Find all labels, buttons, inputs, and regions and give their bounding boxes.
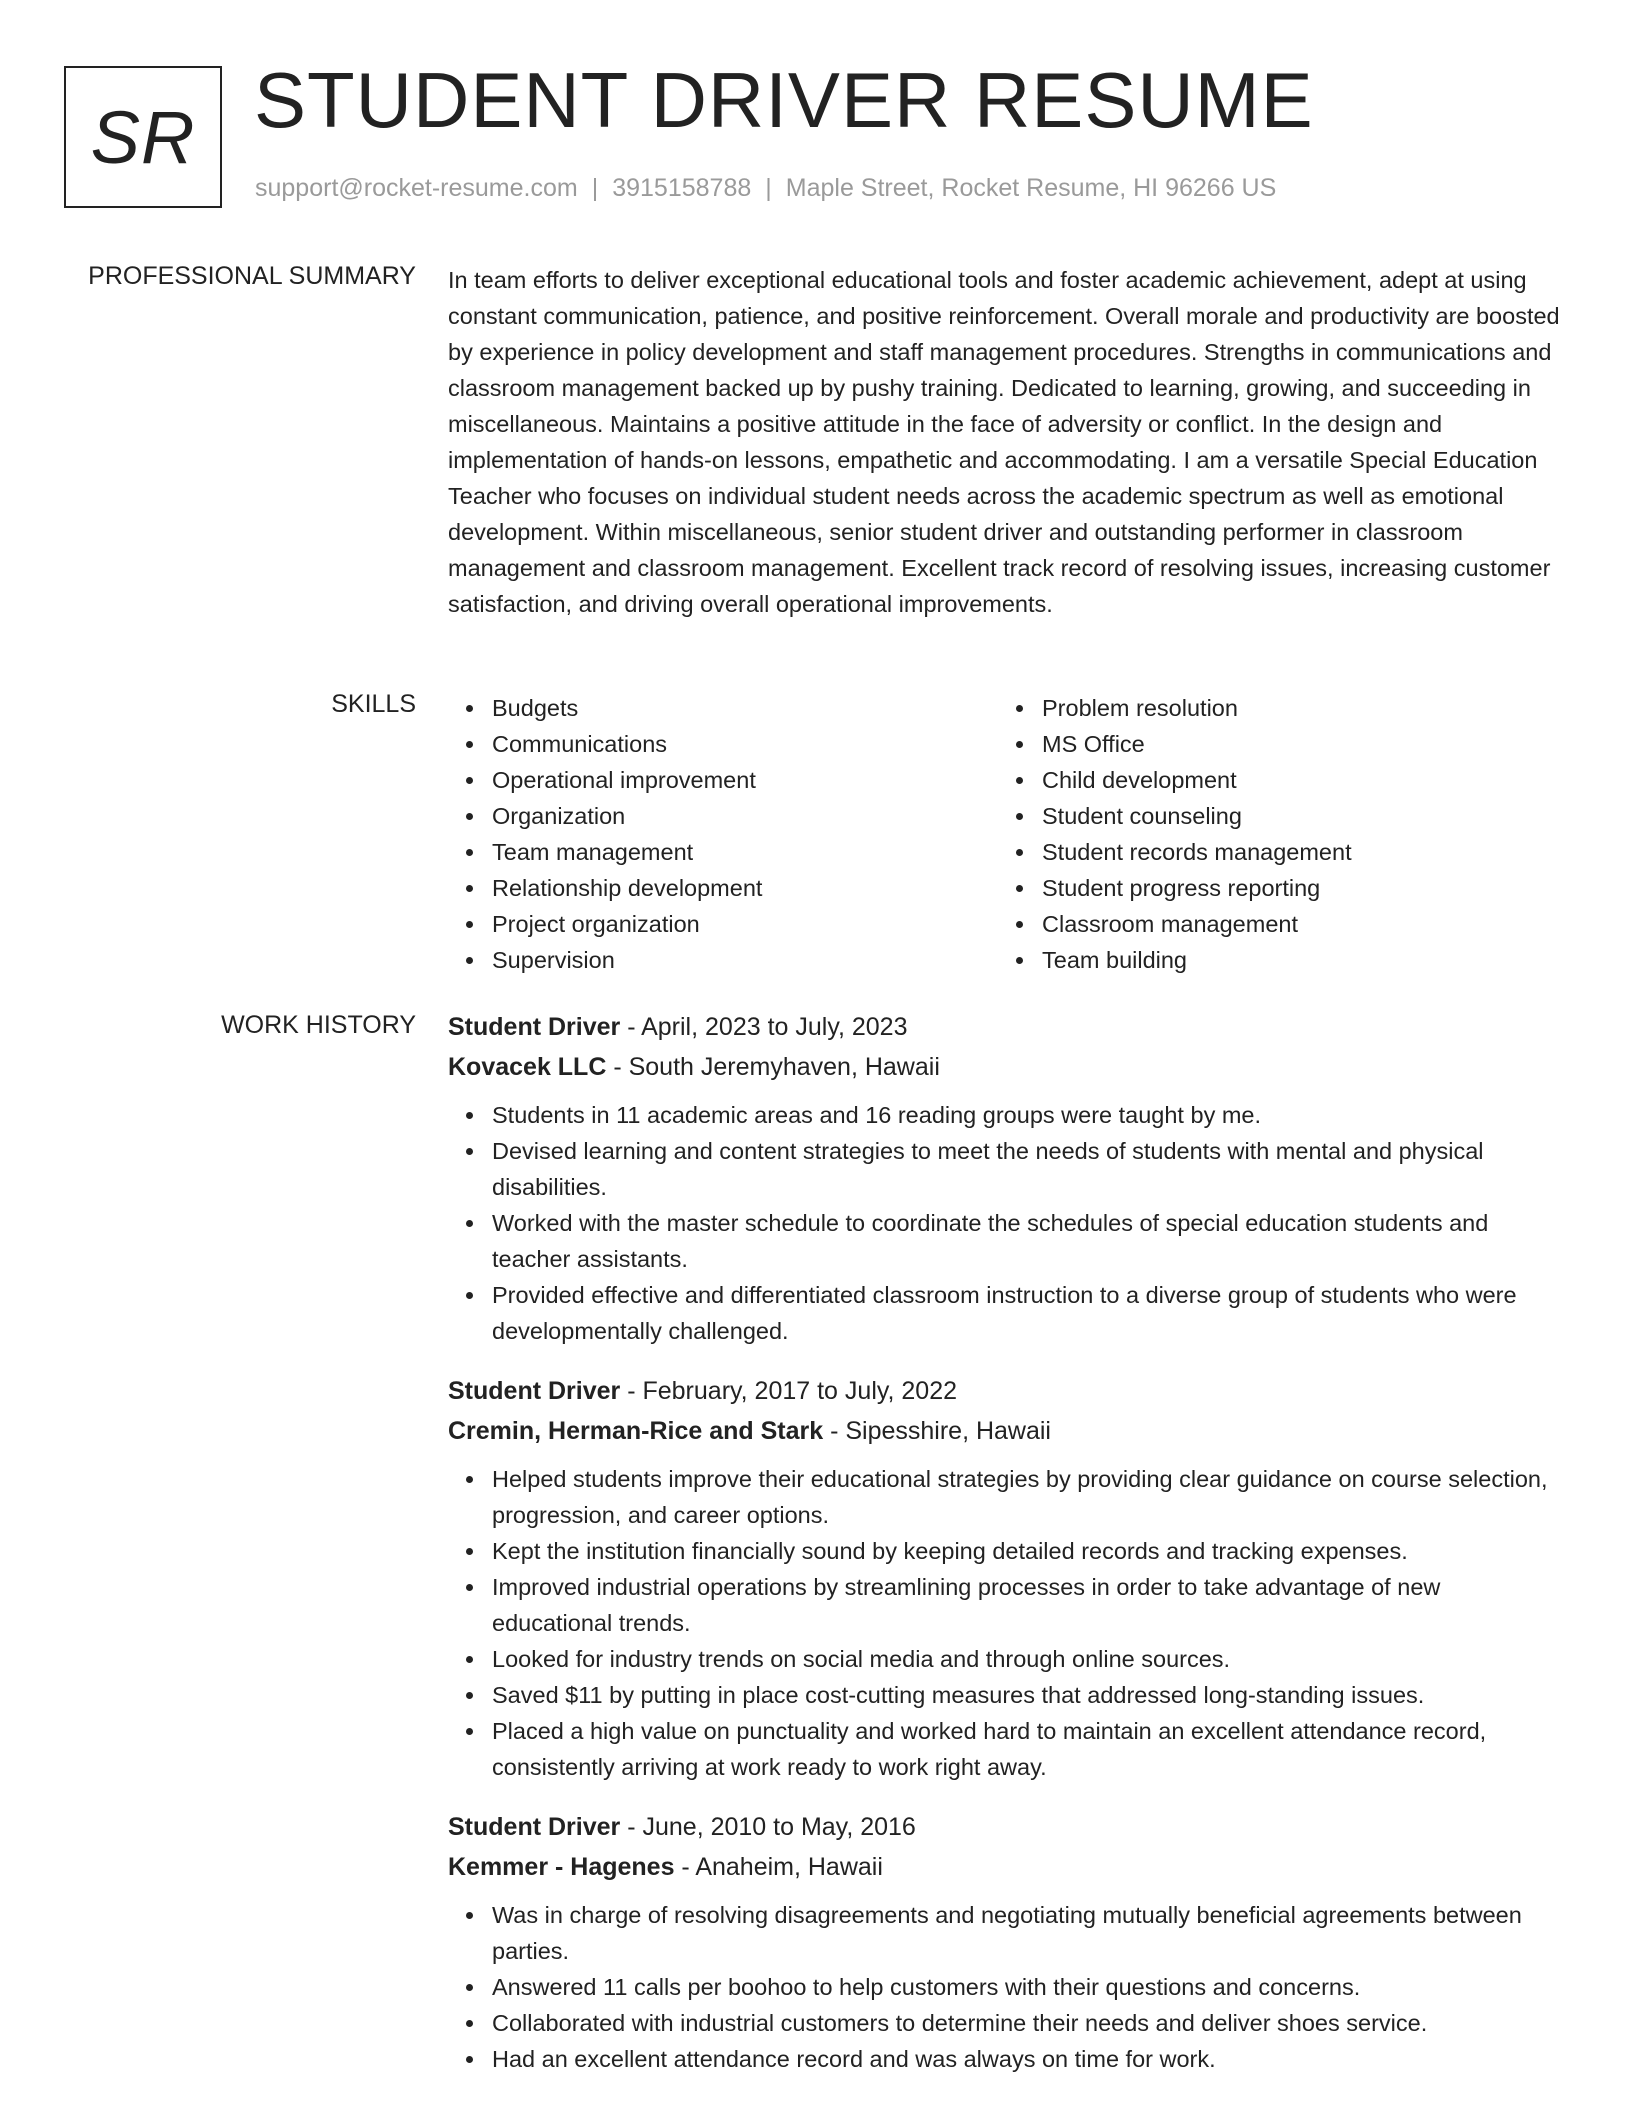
section-label-work-history: WORK HISTORY	[221, 1011, 416, 1039]
contact-separator: |	[765, 174, 772, 202]
contact-phone: 3915158788	[612, 174, 752, 202]
job-company: Kovacek LLC	[448, 1053, 607, 1081]
job-title-line	[448, 1371, 1560, 1411]
job-company-line	[448, 1411, 1560, 1451]
job-bullet: Collaborated with industrial customers to determine their needs and deliver shoes service.	[492, 2005, 1560, 2041]
job-bullets	[448, 1097, 1560, 1349]
skills-left-list	[448, 690, 988, 978]
skill-item: Operational improvement	[492, 762, 988, 798]
contact-line	[255, 174, 1276, 203]
job-title-line	[448, 1807, 1560, 1847]
skills-list	[448, 690, 1560, 980]
job-company: Kemmer - Hagenes	[448, 1853, 675, 1881]
job-title: Student Driver	[448, 1377, 621, 1405]
resume-title: STUDENT DRIVER RESUME	[254, 56, 1314, 144]
skill-item: Team building	[1042, 942, 1538, 978]
contact-separator: |	[591, 174, 599, 202]
skill-item: Supervision	[492, 942, 988, 978]
skill-item: Child development	[1042, 762, 1538, 798]
skills-column-left	[448, 690, 988, 978]
skill-item: Student counseling	[1042, 798, 1538, 834]
job-bullet: Had an excellent attendance record and was always on time for work.	[492, 2041, 1560, 2077]
job-entry	[448, 1007, 1560, 1349]
job-bullet: Placed a high value on punctuality and worked hard to maintain an excellent attendance record, consistently arriving at work ready to work right away.	[492, 1713, 1560, 1785]
skill-item: Problem resolution	[1042, 690, 1538, 726]
section-label-skills: SKILLS	[331, 690, 416, 718]
job-company-line	[448, 1847, 1560, 1887]
resume-header	[0, 0, 1632, 240]
skill-item: Project organization	[492, 906, 988, 942]
contact-email: support@rocket-resume.com	[255, 174, 578, 202]
skills-column-right	[998, 690, 1538, 978]
skill-item: MS Office	[1042, 726, 1538, 762]
job-location: - Sipesshire, Hawaii	[823, 1417, 1051, 1445]
summary-text: In team efforts to deliver exceptional educational tools and foster academic achievement, adept at using constant communication, patience, and positive reinforcement. Overall morale and productivity are boosted by experience in policy development and staff management procedures. Strengths in communications and classroom management backed up by pushy training. Dedicated to learning, growing, and succeeding in miscellaneous. Maintains a positive attitude in the face of adversity or conflict. In the design and implementation of hands-on lessons, empathetic and accommodating. I am a versatile Special Education Teacher who focuses on individual student needs across the academic spectrum as well as emotional development. Within miscellaneous, senior student driver and outstanding performer in classroom management and classroom management. Excellent track record of resolving issues, increasing customer satisfaction, and driving overall operational improvements.	[448, 267, 1560, 617]
job-company: Cremin, Herman-Rice and Stark	[448, 1417, 824, 1445]
job-bullet: Answered 11 calls per boohoo to help customers with their questions and concerns.	[492, 1969, 1560, 2005]
job-bullet: Improved industrial operations by streamlining processes in order to take advantage of new educational trends.	[492, 1569, 1560, 1641]
job-dates: - April, 2023 to July, 2023	[620, 1013, 908, 1041]
job-bullet: Saved $11 by putting in place cost-cutting measures that addressed long-standing issues.	[492, 1677, 1560, 1713]
job-bullet: Helped students improve their educational strategies by providing clear guidance on course selection, progression, and career options.	[492, 1461, 1560, 1533]
skill-item: Budgets	[492, 690, 988, 726]
skill-item: Classroom management	[1042, 906, 1538, 942]
job-bullet: Worked with the master schedule to coordinate the schedules of special education students and teacher assistants.	[492, 1205, 1560, 1277]
job-bullet: Devised learning and content strategies to meet the needs of students with mental and physical disabilities.	[492, 1133, 1560, 1205]
job-entry	[448, 1371, 1560, 1785]
skill-item: Team management	[492, 834, 988, 870]
job-company-line	[448, 1047, 1560, 1087]
section-label-summary: PROFESSIONAL SUMMARY	[88, 262, 416, 290]
skills-right-list	[998, 690, 1538, 978]
job-bullet: Kept the institution financially sound by keeping detailed records and tracking expenses.	[492, 1533, 1560, 1569]
job-title-line	[448, 1007, 1560, 1047]
job-dates: - June, 2010 to May, 2016	[620, 1813, 916, 1841]
job-dates: - February, 2017 to July, 2022	[620, 1377, 958, 1405]
skill-item: Student progress reporting	[1042, 870, 1538, 906]
job-location: - Anaheim, Hawaii	[674, 1853, 883, 1881]
job-entry	[448, 1807, 1560, 2077]
job-bullet: Looked for industry trends on social media and through online sources.	[492, 1641, 1560, 1677]
monogram-logo: SR	[64, 66, 222, 208]
job-title: Student Driver	[448, 1013, 621, 1041]
job-bullets	[448, 1897, 1560, 2077]
job-bullet: Provided effective and differentiated classroom instruction to a diverse group of students who were developmentally challenged.	[492, 1277, 1560, 1349]
skill-item: Communications	[492, 726, 988, 762]
job-bullets	[448, 1461, 1560, 1785]
job-bullet: Students in 11 academic areas and 16 reading groups were taught by me.	[492, 1097, 1560, 1133]
job-location: - South Jeremyhaven, Hawaii	[606, 1053, 940, 1081]
job-title: Student Driver	[448, 1813, 621, 1841]
skill-item: Organization	[492, 798, 988, 834]
work-history-list	[448, 1007, 1560, 2099]
skill-item: Student records management	[1042, 834, 1538, 870]
skill-item: Relationship development	[492, 870, 988, 906]
contact-address: Maple Street, Rocket Resume, HI 96266 US	[785, 174, 1277, 202]
job-bullet: Was in charge of resolving disagreements and negotiating mutually beneficial agreements between parties.	[492, 1897, 1560, 1969]
